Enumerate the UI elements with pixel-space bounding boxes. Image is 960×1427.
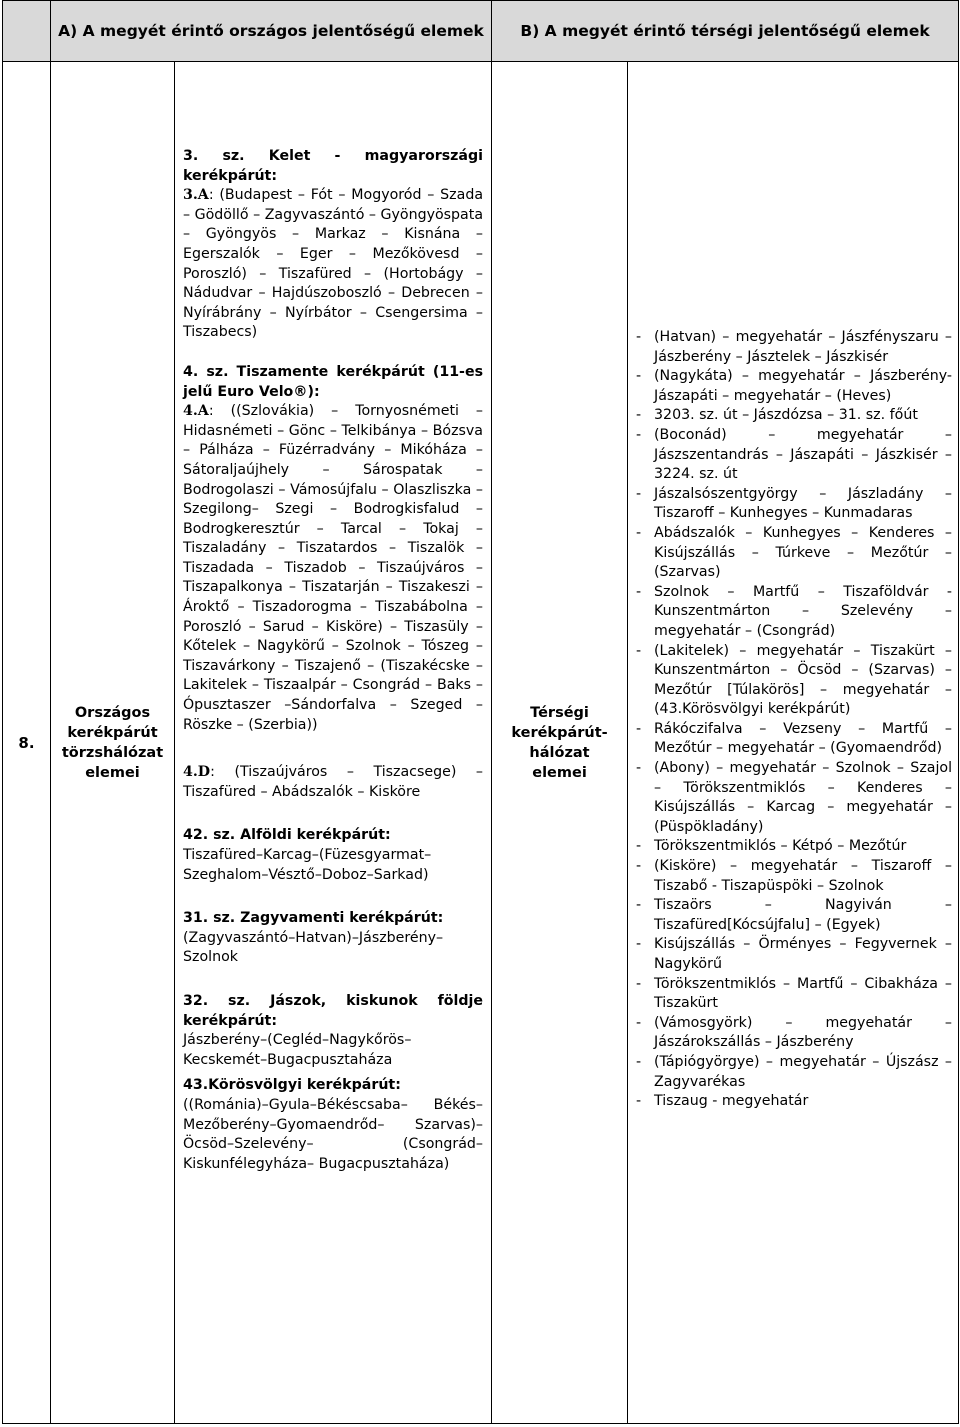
regional-route-item — [636, 583, 952, 642]
regional-route-item — [636, 975, 952, 1014]
regional-route-item — [636, 406, 952, 426]
regional-route-list — [636, 328, 952, 1112]
regional-route-text: (Tápiógyörgye) – megyehatár – Újszász – Zagyvarékas — [654, 1053, 953, 1090]
regional-route-text: Abádszalók – Kunhegyes – Kenderes – Kisújszállás – Túrkeve – Mezőtúr – (Szarvas) — [654, 524, 953, 581]
regional-route-text: (Boconád) – megyehatár – Jászszentandrás – Jászapáti – Jászkisér – 3224. sz. út — [654, 426, 953, 483]
regional-route-text: Rákóczifalva – Vezseny – Martfű – Mezőtúr – megyehatár – (Gyomaendrőd) — [654, 720, 953, 757]
regional-route-text: (Abony) – megyehatár – Szolnok – Szajol – Törökszentmiklós – Kenderes – Kisújszállás – Karcag – megyehatár – (Püspökladány) — [654, 760, 953, 835]
route-text: : (Tiszaújváros – Tiszacsege) – Tiszafüred – Abádszalók – Kisköre — [183, 764, 484, 800]
regional-route-text: (Nagykáta) – megyehatár – Jászberény- Jászapáti – megyehatár – (Heves) — [654, 368, 953, 404]
regional-label-line: elemei — [532, 764, 587, 781]
regional-route-text: Kisújszállás – Örményes – Fegyvernek – Nagykörű — [654, 936, 953, 972]
list-dash: - — [636, 1014, 642, 1031]
route-code: 4.D — [183, 764, 211, 781]
national-label-line: kerékpárút — [67, 724, 158, 741]
regional-route-item — [636, 367, 952, 406]
route-43: ((Románia)–Gyula–Békéscsaba– Békés–Mezőberény–Gyomaendrőd– Szarvas)–Öcsöd–Szelevény– (Csongrád–Kiskunfélegyháza– Bugacpusztaháza) — [183, 1096, 484, 1172]
document-table — [2, 0, 959, 1424]
regional-route-item — [636, 1014, 952, 1053]
route-4a — [183, 402, 483, 735]
list-dash: - — [636, 936, 642, 953]
regional-route-item — [636, 426, 952, 485]
national-routes-cell — [175, 62, 492, 1424]
national-label-line: Országos — [74, 704, 151, 721]
regional-label-cell — [492, 62, 628, 1424]
list-dash: - — [636, 1093, 642, 1110]
list-dash: - — [636, 642, 642, 659]
regional-route-item — [636, 857, 952, 896]
regional-route-text: (Hatvan) – megyehatár – Jászfényszaru – Jászberény – Jásztelek – Jászkisér — [654, 329, 953, 365]
route-text: : ((Szlovákia) – Tornyosnémeti – Hidasnémeti – Gönc – Telkibánya – Bózsva – Pálháza – Füzérradvány – Mikóháza – Sátoraljaújhely – Sárospatak – Bodrogolaszi – Vámosújfalu – Olaszliszka – Szegilong– Szegi – Bodrogkisfalud – Bodrogkeresztúr – Tarcal – Tokaj – Tiszaladány – Tiszatardos – Tiszalök – Tiszadada – Tiszadob – Tiszaújváros – Tiszapalkonya – Tiszatarján – Tiszakeszi – Ároktő – Tiszadorogma – Tiszabábolna – Poroszló – Sarud – Kisköre) – Tiszasüly – Kőtelek – Nagykörű – Szolnok – Tószeg – Tiszavárkony – Tiszajenő – (Tiszakécske –Lakitelek – Tiszaalpár – Csongrád – Baks – Ópusztaszer –Sándorfalva – Szeged – Röszke – (Szerbia)) — [183, 403, 484, 733]
list-dash: - — [636, 975, 642, 992]
list-dash: - — [636, 583, 642, 600]
regional-route-text: (Lakitelek) – megyehatár – Tiszakürt – Kunszentmárton – Öcsöd – (Szarvas) – Mezőtúr [Túlakörös] – megyehatár – (43.Körösvölgyi kerékpárút) — [654, 642, 953, 718]
national-label-line: törzshálózat — [61, 744, 164, 761]
route-32: Jászberény–(Cegléd–Nagykőrös– Kecskemét–Bugacpusztaháza — [183, 1032, 412, 1068]
regional-label-line: Térségi — [530, 704, 589, 721]
regional-routes-cell — [628, 62, 959, 1424]
list-dash: - — [636, 720, 642, 737]
regional-route-text: (Vámosgyörk) – megyehatár – Jászárokszállás – Jászberény — [654, 1014, 953, 1051]
content-row — [3, 62, 959, 1424]
list-dash: - — [636, 524, 642, 541]
list-dash: - — [636, 485, 642, 502]
list-dash: - — [636, 838, 642, 855]
list-dash: - — [636, 368, 642, 385]
route-4d — [183, 763, 483, 802]
regional-route-item — [636, 642, 952, 720]
regional-route-item — [636, 935, 952, 974]
regional-route-item — [636, 896, 952, 935]
route-3-heading: 3. sz. Kelet - magyarországi kerékpárút: — [183, 148, 484, 184]
route-code: 4.A — [183, 403, 209, 420]
route-31-heading: 31. sz. Zagyvamenti kerékpárút: — [183, 910, 444, 927]
national-label-line: elemei — [85, 764, 140, 781]
regional-route-item — [636, 1092, 952, 1112]
header-national: A) A megyét érintő országos jelentőségű elemek — [51, 1, 492, 62]
list-dash: - — [636, 760, 642, 777]
list-dash: - — [636, 897, 642, 914]
regional-route-item — [636, 720, 952, 759]
regional-route-text: Tiszaug - megyehatár — [654, 1093, 809, 1110]
route-43-heading: 43.Körösvölgyi kerékpárút: — [183, 1077, 401, 1094]
regional-route-text: Tiszaörs – Nagyiván – Tiszafüred[Kócsújfalu] – (Egyek) — [654, 897, 953, 933]
regional-route-text: (Kisköre) – megyehatár – Tiszaroff – Tiszabő - Tiszapüspöki – Szolnok — [654, 858, 953, 894]
regional-route-item — [636, 524, 952, 583]
route-text: : (Budapest – Fót – Mogyoród – Szada – Gödöllő – Zagyvaszántó – Gyöngyöspata – Gyöngyös – Markaz – Kisnána – Egerszalók – Eger – Mezőkövesd – Poroszló) – Tiszafüred – (Hortobágy – Nádudvar – Hajdúszoboszló – Debrecen – Nyírábrány – Nyírbátor – Csengersima – Tiszabecs) — [183, 187, 484, 341]
row-number: 8. — [3, 62, 51, 1424]
regional-route-text: Törökszentmiklós – Kétpó – Mezőtúr — [654, 838, 907, 855]
route-code: 3.A — [183, 187, 209, 204]
regional-route-item — [636, 328, 952, 367]
list-dash: - — [636, 1053, 642, 1070]
regional-label-line: hálózat — [529, 744, 590, 761]
national-label-cell — [51, 62, 175, 1424]
route-32-heading: 32. sz. Jászok, kiskunok földje kerékpárút: — [183, 992, 484, 1029]
list-dash: - — [636, 407, 642, 424]
route-42: Tiszafüred–Karcag–(Füzesgyarmat– Szeghalom–Vésztő–Doboz–Sarkad) — [183, 847, 432, 883]
regional-route-item — [636, 759, 952, 837]
regional-route-text: Törökszentmiklós – Martfű – Cibakháza – Tiszakürt — [654, 975, 953, 1012]
regional-label-line: kerékpárút- — [511, 724, 608, 741]
route-31: (Zagyvaszántó–Hatvan)–Jászberény– Szolnok — [183, 929, 444, 966]
regional-route-text: Jászalsószentgyörgy – Jászladány – Tiszaroff – Kunhegyes – Kunmadaras — [654, 485, 953, 522]
regional-route-item — [636, 485, 952, 524]
list-dash: - — [636, 329, 642, 345]
header-regional: B) A megyét érintő térségi jelentőségű elemek — [492, 1, 959, 62]
regional-route-text: 3203. sz. út – Jászdózsa – 31. sz. főút — [654, 407, 918, 424]
header-corner-cell — [3, 1, 51, 62]
regional-route-item — [636, 1053, 952, 1092]
list-dash: - — [636, 858, 642, 875]
header-row — [3, 1, 959, 62]
route-4-heading: 4. sz. Tiszamente kerékpárút (11-es jelű Euro Velo®): — [183, 363, 484, 400]
route-42-heading: 42. sz. Alföldi kerékpárút: — [183, 827, 391, 844]
regional-route-item — [636, 837, 952, 857]
list-dash: - — [636, 426, 642, 443]
regional-route-text: Szolnok – Martfű – Tiszaföldvár - Kunszentmárton – Szelevény – megyehatár – (Csongrád) — [654, 583, 953, 639]
route-3a — [183, 186, 483, 343]
